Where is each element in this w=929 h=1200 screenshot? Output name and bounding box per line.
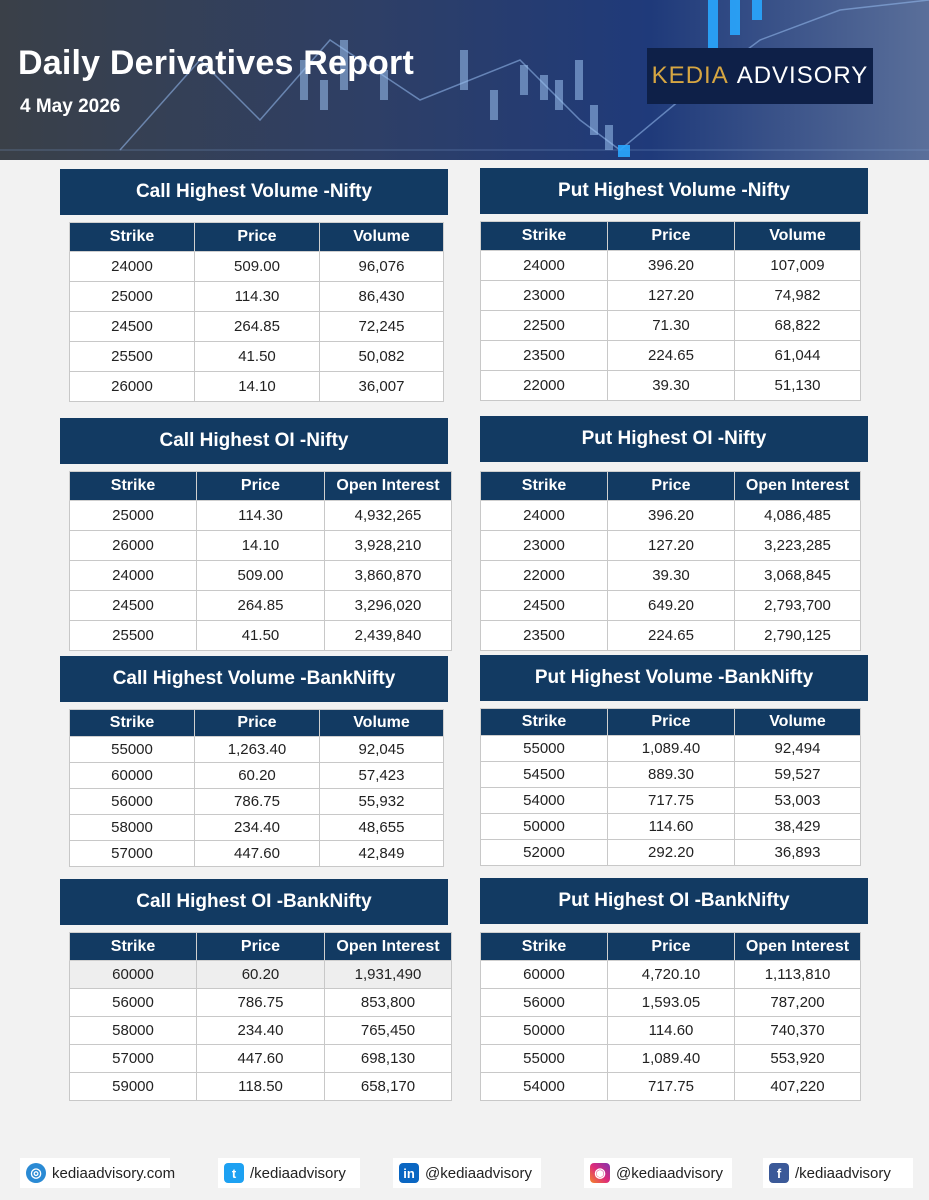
table-row <box>70 501 452 531</box>
cell-open-interest: 787,200 <box>735 989 861 1017</box>
report-date: 4 May 2026 <box>20 96 121 117</box>
column-header-volume: Volume <box>320 223 444 252</box>
cell-price: 786.75 <box>195 789 320 815</box>
cell-strike: 23000 <box>481 531 608 561</box>
cell-strike: 22000 <box>481 371 608 401</box>
cell-price: 396.20 <box>608 501 735 531</box>
cell-price: 127.20 <box>608 281 735 311</box>
cell-volume: 57,423 <box>320 763 444 789</box>
cell-price: 234.40 <box>195 815 320 841</box>
cell-volume: 68,822 <box>735 311 861 341</box>
cell-price: 14.10 <box>195 372 320 402</box>
cell-strike: 56000 <box>70 989 197 1017</box>
cell-price: 1,089.40 <box>608 736 735 762</box>
cell-strike: 24500 <box>70 312 195 342</box>
cell-volume: 36,007 <box>320 372 444 402</box>
cell-price: 1,593.05 <box>608 989 735 1017</box>
put-vol-banknifty-section <box>480 655 868 701</box>
cell-strike: 22500 <box>481 311 608 341</box>
cell-price: 234.40 <box>197 1017 325 1045</box>
cell-volume: 86,430 <box>320 282 444 312</box>
cell-strike: 23000 <box>481 281 608 311</box>
cell-price: 39.30 <box>608 561 735 591</box>
cell-price: 649.20 <box>608 591 735 621</box>
column-header-strike: Strike <box>481 933 608 961</box>
column-header-volume: Volume <box>735 222 861 251</box>
cell-price: 509.00 <box>195 252 320 282</box>
cell-open-interest: 3,928,210 <box>325 531 452 561</box>
footer-facebook-text: /kediaadvisory <box>795 1164 891 1182</box>
column-header-strike: Strike <box>481 709 608 736</box>
call-oi-banknifty-section <box>60 879 448 925</box>
table-row <box>70 961 452 989</box>
cell-price: 114.30 <box>195 282 320 312</box>
facebook-icon: f <box>769 1163 789 1183</box>
cell-strike: 24000 <box>481 251 608 281</box>
cell-price: 447.60 <box>197 1045 325 1073</box>
footer-twitter-text: /kediaadvisory <box>250 1164 346 1182</box>
cell-price: 717.75 <box>608 788 735 814</box>
cell-strike: 26000 <box>70 531 197 561</box>
cell-strike: 25500 <box>70 342 195 372</box>
column-header-strike: Strike <box>70 223 195 252</box>
table-row <box>481 591 861 621</box>
cell-open-interest: 1,113,810 <box>735 961 861 989</box>
cell-open-interest: 2,439,840 <box>325 621 452 651</box>
cell-open-interest: 698,130 <box>325 1045 452 1073</box>
cell-volume: 72,245 <box>320 312 444 342</box>
column-header-strike: Strike <box>481 222 608 251</box>
cell-volume: 61,044 <box>735 341 861 371</box>
table-row <box>481 814 861 840</box>
put-oi-banknifty-table <box>480 932 861 1101</box>
call-vol-banknifty-section <box>60 656 448 702</box>
table-row <box>70 815 444 841</box>
cell-price: 114.60 <box>608 814 735 840</box>
table-row <box>481 281 861 311</box>
cell-open-interest: 3,296,020 <box>325 591 452 621</box>
cell-open-interest: 3,860,870 <box>325 561 452 591</box>
cell-volume: 42,849 <box>320 841 444 867</box>
cell-volume: 50,082 <box>320 342 444 372</box>
column-header-price: Price <box>608 222 735 251</box>
column-header-open-interest: Open Interest <box>735 933 861 961</box>
footer-twitter[interactable] <box>218 1158 360 1188</box>
table-row <box>481 1045 861 1073</box>
column-header-volume: Volume <box>735 709 861 736</box>
cell-price: 447.60 <box>195 841 320 867</box>
cell-volume: 51,130 <box>735 371 861 401</box>
cell-strike: 60000 <box>481 961 608 989</box>
cell-price: 1,089.40 <box>608 1045 735 1073</box>
cell-strike: 58000 <box>70 815 195 841</box>
cell-open-interest: 658,170 <box>325 1073 452 1101</box>
cell-strike: 25500 <box>70 621 197 651</box>
footer-linkedin-text: @kediaadvisory <box>425 1164 532 1182</box>
logo-main-text: KEDIA <box>651 62 729 89</box>
cell-strike: 59000 <box>70 1073 197 1101</box>
cell-price: 118.50 <box>197 1073 325 1101</box>
table-header-row <box>481 709 861 736</box>
cell-price: 60.20 <box>195 763 320 789</box>
cell-strike: 24000 <box>70 252 195 282</box>
cell-open-interest: 1,931,490 <box>325 961 452 989</box>
cell-strike: 24500 <box>70 591 197 621</box>
cell-open-interest: 3,223,285 <box>735 531 861 561</box>
cell-strike: 55000 <box>481 1045 608 1073</box>
put-vol-banknifty-title: Put Highest Volume -BankNifty <box>480 655 868 701</box>
table-row <box>481 621 861 651</box>
call-oi-banknifty-table <box>69 932 452 1101</box>
table-row <box>481 788 861 814</box>
table-row <box>481 1073 861 1101</box>
cell-price: 41.50 <box>197 621 325 651</box>
table-row <box>70 1045 452 1073</box>
table-header-row <box>481 222 861 251</box>
column-header-price: Price <box>197 933 325 961</box>
kedia-advisory-logo <box>647 48 873 104</box>
table-header-row <box>70 933 452 961</box>
table-row <box>70 841 444 867</box>
table-row <box>481 989 861 1017</box>
table-header-row <box>481 472 861 501</box>
cell-strike: 24000 <box>481 501 608 531</box>
table-row <box>70 789 444 815</box>
cell-strike: 26000 <box>70 372 195 402</box>
cell-strike: 57000 <box>70 1045 197 1073</box>
cell-price: 786.75 <box>197 989 325 1017</box>
cell-strike: 52000 <box>481 840 608 866</box>
put-vol-banknifty-table <box>480 708 861 866</box>
put-oi-nifty-title: Put Highest OI -Nifty <box>480 416 868 462</box>
cell-open-interest: 2,790,125 <box>735 621 861 651</box>
call-vol-nifty-section <box>60 169 448 215</box>
cell-strike: 60000 <box>70 763 195 789</box>
cell-price: 224.65 <box>608 621 735 651</box>
cell-open-interest: 553,920 <box>735 1045 861 1073</box>
footer-facebook[interactable] <box>763 1158 913 1188</box>
report-title: Daily Derivatives Report <box>18 44 414 82</box>
instagram-icon: ◉ <box>590 1163 610 1183</box>
cell-price: 224.65 <box>608 341 735 371</box>
cell-price: 292.20 <box>608 840 735 866</box>
cell-price: 264.85 <box>195 312 320 342</box>
table-header-row <box>70 472 452 501</box>
table-row <box>481 762 861 788</box>
cell-price: 264.85 <box>197 591 325 621</box>
cell-price: 39.30 <box>608 371 735 401</box>
footer-linkedin[interactable] <box>393 1158 541 1188</box>
cell-price: 4,720.10 <box>608 961 735 989</box>
cell-price: 127.20 <box>608 531 735 561</box>
column-header-strike: Strike <box>481 472 608 501</box>
cell-price: 717.75 <box>608 1073 735 1101</box>
cell-price: 14.10 <box>197 531 325 561</box>
cell-volume: 92,494 <box>735 736 861 762</box>
column-header-strike: Strike <box>70 710 195 737</box>
column-header-price: Price <box>608 472 735 501</box>
report-header <box>0 0 929 160</box>
call-vol-nifty-table <box>69 222 444 402</box>
table-row <box>70 531 452 561</box>
cell-volume: 59,527 <box>735 762 861 788</box>
table-row <box>70 282 444 312</box>
call-oi-banknifty-title: Call Highest OI -BankNifty <box>60 879 448 925</box>
footer-instagram[interactable] <box>584 1158 732 1188</box>
cell-strike: 22000 <box>481 561 608 591</box>
cell-open-interest: 853,800 <box>325 989 452 1017</box>
twitter-icon: t <box>224 1163 244 1183</box>
cell-open-interest: 2,793,700 <box>735 591 861 621</box>
cell-volume: 92,045 <box>320 737 444 763</box>
table-row <box>70 989 452 1017</box>
table-row <box>481 961 861 989</box>
column-header-price: Price <box>608 709 735 736</box>
cell-open-interest: 3,068,845 <box>735 561 861 591</box>
cell-volume: 53,003 <box>735 788 861 814</box>
table-row <box>70 1017 452 1045</box>
cell-strike: 25000 <box>70 282 195 312</box>
column-header-price: Price <box>195 710 320 737</box>
call-vol-banknifty-table <box>69 709 444 867</box>
cell-price: 396.20 <box>608 251 735 281</box>
cell-open-interest: 4,932,265 <box>325 501 452 531</box>
put-vol-nifty-section <box>480 168 868 214</box>
table-row <box>481 251 861 281</box>
cell-price: 889.30 <box>608 762 735 788</box>
cell-volume: 74,982 <box>735 281 861 311</box>
globe-icon: ◎ <box>26 1163 46 1183</box>
column-header-price: Price <box>608 933 735 961</box>
column-header-open-interest: Open Interest <box>735 472 861 501</box>
cell-volume: 55,932 <box>320 789 444 815</box>
table-header-row <box>70 710 444 737</box>
column-header-strike: Strike <box>70 933 197 961</box>
column-header-volume: Volume <box>320 710 444 737</box>
column-header-open-interest: Open Interest <box>325 472 452 501</box>
footer-instagram-text: @kediaadvisory <box>616 1164 723 1182</box>
table-row <box>70 737 444 763</box>
cell-strike: 60000 <box>70 961 197 989</box>
table-row <box>70 561 452 591</box>
cell-strike: 57000 <box>70 841 195 867</box>
put-oi-nifty-section <box>480 416 868 462</box>
cell-strike: 23500 <box>481 621 608 651</box>
cell-strike: 54500 <box>481 762 608 788</box>
table-header-row <box>481 933 861 961</box>
cell-price: 509.00 <box>197 561 325 591</box>
logo-sub-text: ADVISORY <box>736 62 869 89</box>
cell-strike: 54000 <box>481 1073 608 1101</box>
cell-strike: 23500 <box>481 341 608 371</box>
footer-website[interactable] <box>20 1158 176 1188</box>
cell-strike: 55000 <box>481 736 608 762</box>
table-row <box>481 501 861 531</box>
table-row <box>70 621 452 651</box>
column-header-open-interest: Open Interest <box>325 933 452 961</box>
table-row <box>481 1017 861 1045</box>
put-oi-nifty-table <box>480 471 861 651</box>
column-header-price: Price <box>195 223 320 252</box>
put-oi-banknifty-title: Put Highest OI -BankNifty <box>480 878 868 924</box>
table-row <box>481 736 861 762</box>
column-header-price: Price <box>197 472 325 501</box>
table-row <box>70 312 444 342</box>
table-row <box>70 342 444 372</box>
cell-price: 60.20 <box>197 961 325 989</box>
column-header-strike: Strike <box>70 472 197 501</box>
cell-price: 71.30 <box>608 311 735 341</box>
cell-volume: 96,076 <box>320 252 444 282</box>
table-row <box>70 372 444 402</box>
table-row <box>70 763 444 789</box>
cell-strike: 55000 <box>70 737 195 763</box>
cell-strike: 25000 <box>70 501 197 531</box>
cell-price: 1,263.40 <box>195 737 320 763</box>
call-oi-nifty-table <box>69 471 452 651</box>
cell-volume: 48,655 <box>320 815 444 841</box>
cell-strike: 56000 <box>70 789 195 815</box>
cell-open-interest: 765,450 <box>325 1017 452 1045</box>
table-row <box>70 1073 452 1101</box>
call-vol-nifty-title: Call Highest Volume -Nifty <box>60 169 448 215</box>
cell-open-interest: 740,370 <box>735 1017 861 1045</box>
table-header-row <box>70 223 444 252</box>
table-row <box>481 371 861 401</box>
table-row <box>481 341 861 371</box>
cell-strike: 56000 <box>481 989 608 1017</box>
footer-website-text: kediaadvisory.com <box>52 1164 176 1182</box>
cell-strike: 50000 <box>481 1017 608 1045</box>
call-vol-banknifty-title: Call Highest Volume -BankNifty <box>60 656 448 702</box>
cell-strike: 24000 <box>70 561 197 591</box>
table-row <box>481 531 861 561</box>
cell-volume: 107,009 <box>735 251 861 281</box>
linkedin-icon: in <box>399 1163 419 1183</box>
cell-strike: 54000 <box>481 788 608 814</box>
cell-open-interest: 407,220 <box>735 1073 861 1101</box>
table-row <box>70 252 444 282</box>
put-vol-nifty-title: Put Highest Volume -Nifty <box>480 168 868 214</box>
cell-strike: 24500 <box>481 591 608 621</box>
table-row <box>481 561 861 591</box>
cell-volume: 38,429 <box>735 814 861 840</box>
cell-strike: 58000 <box>70 1017 197 1045</box>
table-row <box>70 591 452 621</box>
cell-price: 114.60 <box>608 1017 735 1045</box>
table-row <box>481 311 861 341</box>
cell-open-interest: 4,086,485 <box>735 501 861 531</box>
table-row <box>481 840 861 866</box>
cell-price: 114.30 <box>197 501 325 531</box>
call-oi-nifty-title: Call Highest OI -Nifty <box>60 418 448 464</box>
call-oi-nifty-section <box>60 418 448 464</box>
put-vol-nifty-table <box>480 221 861 401</box>
cell-price: 41.50 <box>195 342 320 372</box>
put-oi-banknifty-section <box>480 878 868 924</box>
cell-strike: 50000 <box>481 814 608 840</box>
cell-volume: 36,893 <box>735 840 861 866</box>
